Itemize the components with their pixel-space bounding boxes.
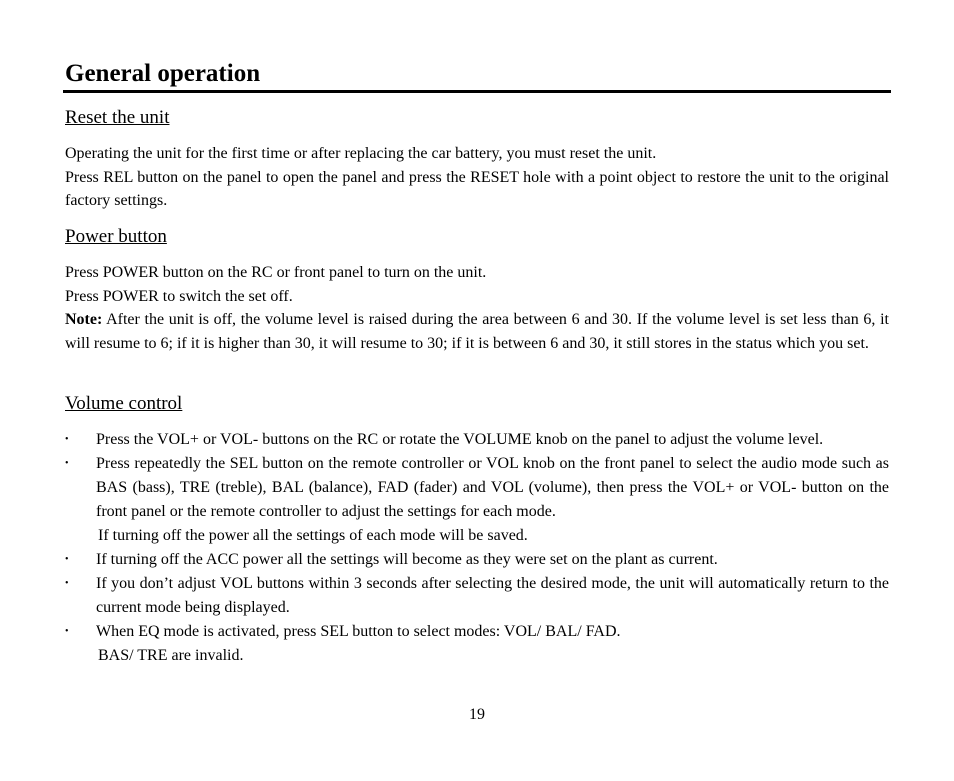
power-line-1: Press POWER button on the RC or front panel to turn on the unit.: [65, 264, 487, 281]
reset-line-2: Press REL button on the panel to open the panel and press the RESET hole with a point object to restore the unit to the original factory settings.: [65, 168, 889, 209]
list-item-text: If you don’t adjust VOL buttons within 3 seconds after selecting the desired mode, the unit will automatically return to the current mode being displayed.: [96, 575, 889, 616]
volume-bullet-list: [65, 428, 889, 668]
page-title: General operation: [65, 60, 261, 87]
section-heading-power: Power button: [65, 226, 167, 247]
list-item-text: Press the VOL+ or VOL- buttons on the RC or rotate the VOLUME knob on the panel to adjust the volume level.: [96, 431, 824, 448]
list-item: [65, 452, 889, 548]
bullet-icon: •: [65, 626, 69, 637]
power-paragraph: [65, 261, 889, 355]
bullet-icon: •: [65, 458, 69, 469]
note-label: Note:: [65, 311, 103, 328]
title-underline-rule: [63, 90, 891, 93]
list-item-text: When EQ mode is activated, press SEL button to select modes: VOL/ BAL/ FAD.: [96, 623, 621, 640]
list-item-subtext: If turning off the power all the settings of each mode will be saved.: [98, 527, 528, 544]
list-item-subtext: BAS/ TRE are invalid.: [98, 647, 244, 664]
list-item: [65, 572, 889, 620]
list-item: [65, 620, 889, 668]
section-heading-reset: Reset the unit: [65, 107, 170, 128]
list-item-text: If turning off the ACC power all the settings will become as they were set on the plant as current.: [96, 551, 718, 568]
note-text: After the unit is off, the volume level is raised during the area between 6 and 30. If the volume level is set less than 6, it will resume to 6; if it is higher than 30, it will resume to 30; if it is between 6 and 30, it still stores in the status which you set.: [65, 311, 889, 352]
power-line-2: Press POWER to switch the set off.: [65, 287, 293, 305]
list-item: [65, 548, 889, 572]
list-item: [65, 428, 889, 452]
bullet-icon: •: [65, 434, 69, 445]
section-heading-volume: Volume control: [65, 393, 183, 414]
reset-paragraph: [65, 142, 889, 213]
bullet-icon: •: [65, 554, 69, 565]
bullet-icon: •: [65, 578, 69, 589]
reset-line-1: Operating the unit for the first time or after replacing the car battery, you must reset the unit.: [65, 145, 657, 162]
list-item-text: Press repeatedly the SEL button on the remote controller or VOL knob on the front panel to select the audio mode such as BAS (bass), TRE (treble), BAL (balance), FAD (fader) and VOL (volume), then press the VOL+ or VOL- button on the front panel or the remote controller to adjust the settings for each mode.: [96, 455, 889, 520]
page-number: 19: [469, 706, 485, 723]
